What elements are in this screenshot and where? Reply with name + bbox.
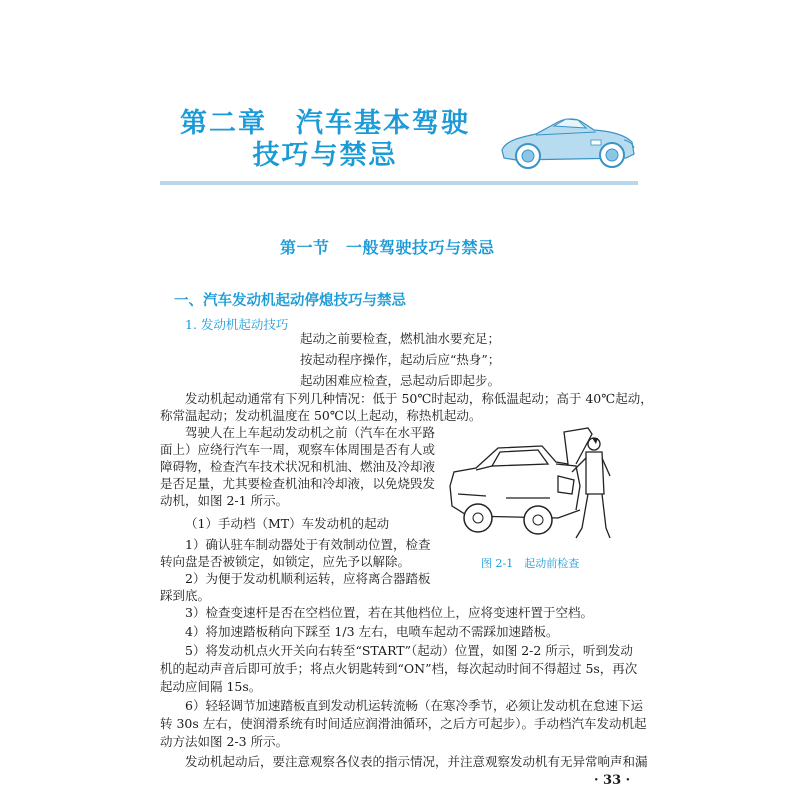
body-line: （1）手动档（MT）车发动机的起动 xyxy=(185,516,390,531)
body-line: 2）为便于发动机顺利运转，应将离合器踏板 xyxy=(185,571,431,586)
body-line: 发动机起动通常有下列几种情况：低于 50℃时起动，称低温起动；高于 40℃起动， xyxy=(185,391,653,406)
body-line: 动方法如图 2-3 所示。 xyxy=(160,734,289,749)
body-line: 障碍物，检查汽车技术状况和机油、燃油及冷却液 xyxy=(160,459,436,474)
chapter-title-line1: 第二章 汽车基本驾驶 xyxy=(180,108,470,139)
figure-caption: 图 2-1 起动前检查 xyxy=(481,557,580,570)
body-line: 转 30s 左右，使润滑系统有时间适应润滑油循环，之后方可起步）。手动档汽车发动机起 xyxy=(160,716,647,731)
body-line: 动机，如图 2-1 所示。 xyxy=(160,493,289,508)
body-line: 6）轻轻调节加速踏板直到发动机运转流畅（在寒冷季节，必须让发动机在怠速下运 xyxy=(185,698,643,713)
verse-line: 起动之前要检查，燃机油水要充足； xyxy=(300,331,501,346)
body-line: 4）将加速踏板稍向下踩至 1/3 左右，电喷车起动不需踩加速踏板。 xyxy=(185,624,559,639)
body-line: 面上）应绕行汽车一周，观察车体周围是否有人或 xyxy=(160,442,436,457)
body-line: 驾驶人在上车起动发动机之前（汽车在水平路 xyxy=(185,425,436,440)
body-line: 发动机起动后，要注意观察各仪表的指示情况，并注意观察发动机有无异常响声和漏 xyxy=(185,754,648,769)
body-line: 起动应间隔 15s。 xyxy=(160,679,262,694)
body-line: 称常温起动；发动机温度在 50℃以上起动，称热机起动。 xyxy=(160,408,482,423)
header-rule xyxy=(160,181,638,185)
section-title: 第一节 一般驾驶技巧与禁忌 xyxy=(280,238,495,257)
chapter-title-line2: 技巧与禁忌 xyxy=(252,140,398,171)
body-line: 3）检查变速杆是否在空档位置，若在其他档位上，应将变速杆置于空档。 xyxy=(185,605,593,620)
body-line: 踩到底。 xyxy=(160,588,211,603)
body-line: 5）将发动机点火开关向右转至“START”（起动）位置，如图 2-2 所示，听到发动 xyxy=(185,643,633,658)
verse-line: 按起动程序操作，起动后应“热身”； xyxy=(300,352,501,367)
body-line: 机的起动声音后即可放手；将点火钥匙转到“ON”档，每次起动时间不得超过 5s，再次 xyxy=(160,661,638,676)
page-number: · 33 · xyxy=(594,773,631,788)
body-line: 转向盘是否被锁定，如锁定，应先予以解除。 xyxy=(160,554,411,569)
chapter-title xyxy=(150,108,500,172)
subsection-title: 一、汽车发动机起动停熄技巧与禁忌 xyxy=(174,293,406,309)
item-title: 1. 发动机起动技巧 xyxy=(185,317,289,332)
engine-inspection-illustration xyxy=(446,424,626,546)
convertible-car-illustration xyxy=(496,104,638,174)
body-line: 是否足量，尤其要检查机油和冷却液，以免烧毁发 xyxy=(160,476,436,491)
verse-line: 起动困难应检查，忌起动后即起步。 xyxy=(300,373,501,388)
body-line: 1）确认驻车制动器处于有效制动位置，检查 xyxy=(185,537,431,552)
